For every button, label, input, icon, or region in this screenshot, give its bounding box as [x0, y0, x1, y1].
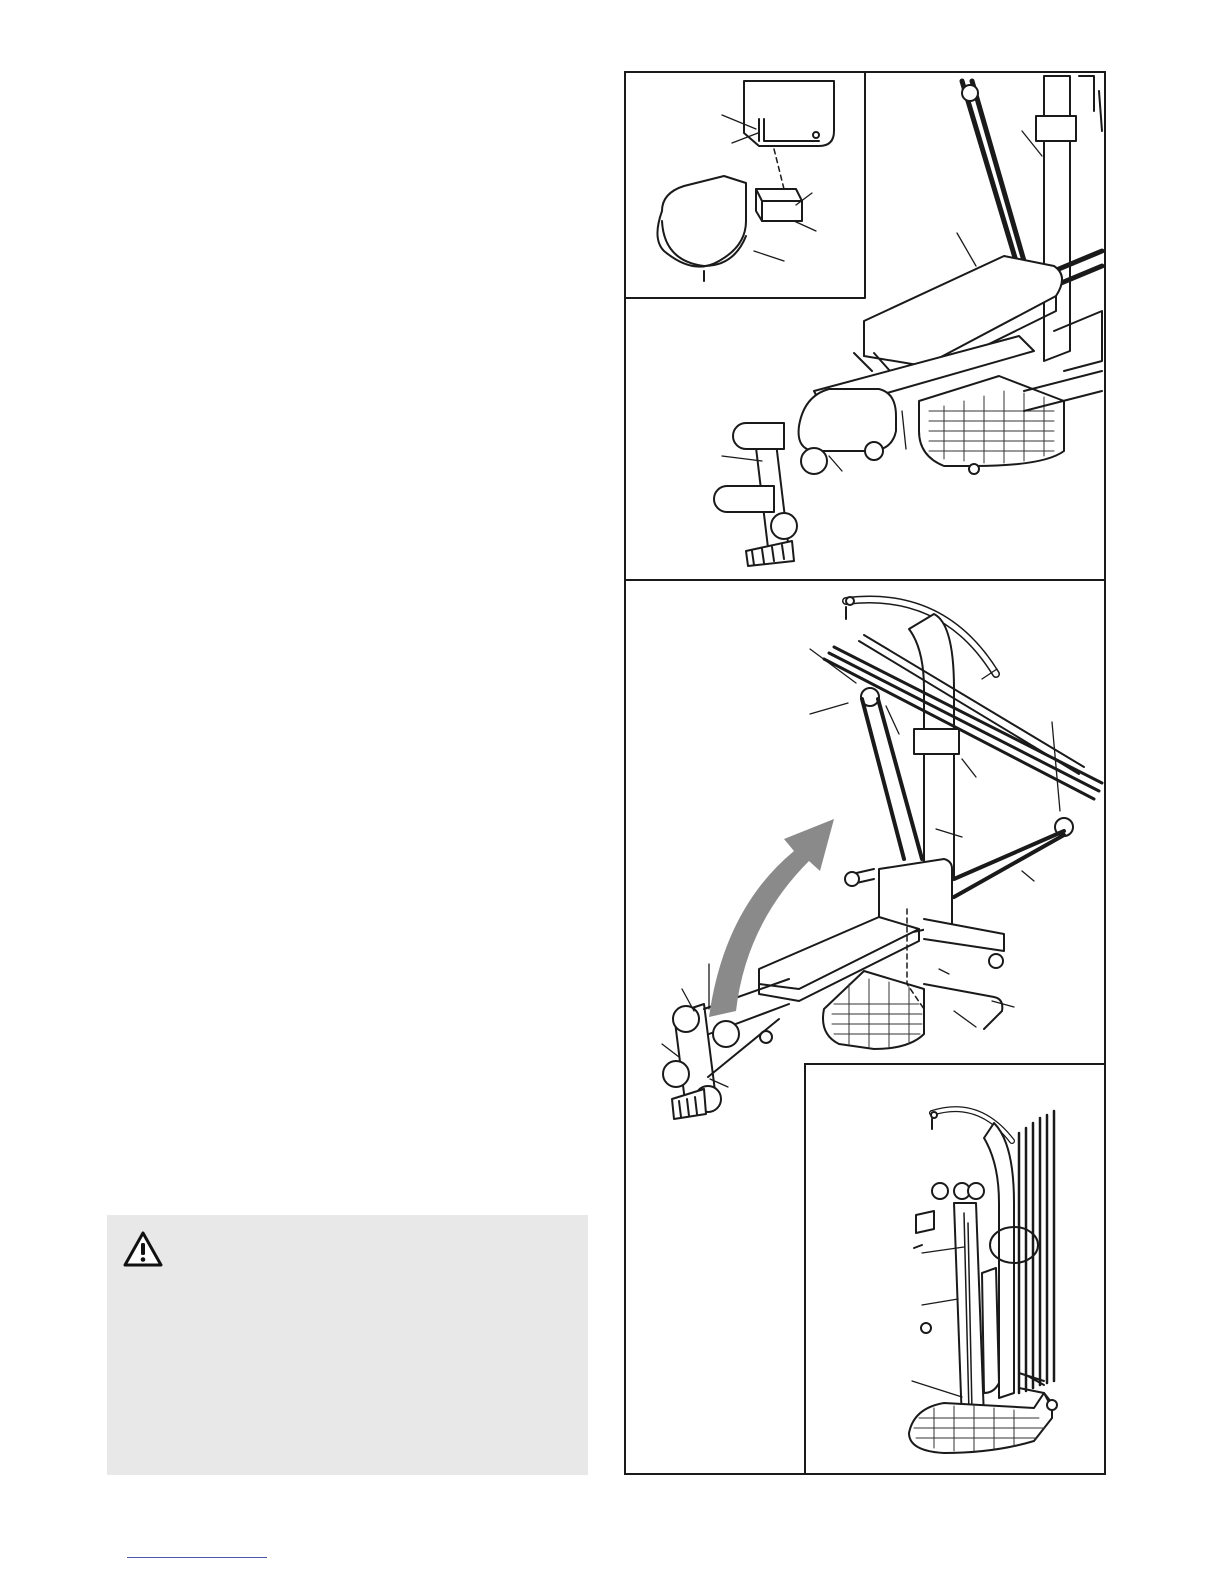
footer-rule [127, 1557, 267, 1558]
warning-triangle-icon [123, 1231, 163, 1267]
lift-arrow [709, 819, 834, 1017]
warning-box [107, 1215, 588, 1475]
seat-pad-attachment-figure [624, 71, 1106, 581]
storage-position-figure [804, 1063, 1106, 1475]
